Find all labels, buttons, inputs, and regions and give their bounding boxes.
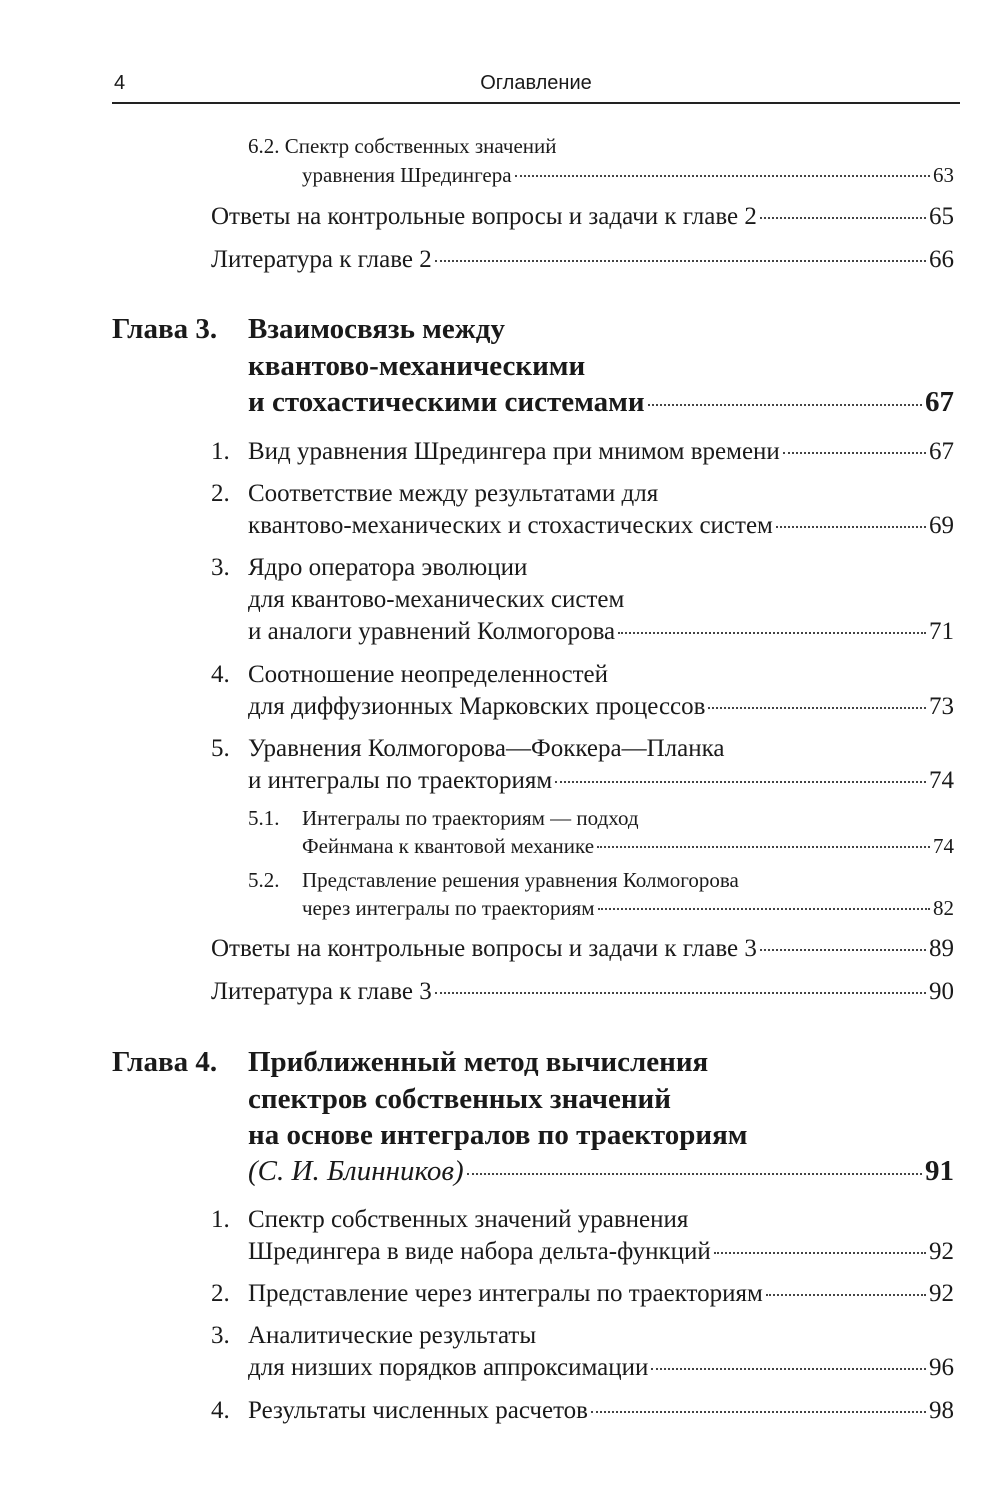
leader-dots: [598, 908, 930, 910]
chapter-4-title-line1[interactable]: Приближенный метод вычисления: [248, 1046, 709, 1078]
chapter-4-title-line2[interactable]: спектров собственных значений: [248, 1083, 671, 1115]
toc-entry-3-5-line1[interactable]: Уравнения Колмогорова—Фоккера—Планка: [248, 735, 725, 762]
toc-number: 2.: [211, 1280, 230, 1307]
toc-entry-3-3[interactable]: [248, 618, 954, 646]
toc-page-number: 63: [933, 163, 954, 187]
leader-dots: [708, 707, 926, 709]
toc-page-number: 66: [929, 246, 954, 273]
toc-entry-title: и аналоги уравнений Колмогорова: [248, 618, 616, 645]
toc-entry-3-1[interactable]: [248, 438, 954, 466]
toc-entry-3-2-line1[interactable]: Соответствие между результатами для: [248, 480, 659, 507]
chapter-3-title-line1[interactable]: Взаимосвязь между: [248, 313, 505, 345]
chapter-4-entry[interactable]: [248, 1155, 954, 1188]
toc-number: 3.: [211, 1322, 230, 1349]
chapter-4-author: (С. И. Блинников): [248, 1155, 464, 1187]
leader-dots: [776, 526, 926, 528]
chapter-4-label: Глава 4.: [112, 1046, 218, 1078]
toc-entry-4-3[interactable]: [248, 1354, 954, 1382]
toc-page-number: 73: [929, 693, 954, 720]
leader-dots: [760, 949, 926, 951]
toc-entry-title: Фейнмана к квантовой механике: [302, 834, 595, 858]
toc-page-number: 92: [929, 1280, 954, 1307]
toc-entry-title: через интегралы по траекториям: [302, 896, 595, 920]
toc-page-number: 74: [933, 834, 954, 858]
toc-entry-4-1-line1[interactable]: Спектр собственных значений уравнения: [248, 1206, 689, 1233]
toc-entry-title: Вид уравнения Шредингера при мнимом времени: [248, 438, 780, 465]
toc-entry-title: для низших порядков аппроксимации: [248, 1354, 649, 1381]
toc-entry-answers-ch2[interactable]: [211, 203, 954, 231]
leader-dots: [515, 175, 930, 177]
leader-dots: [555, 781, 926, 783]
toc-entry-literature-ch3[interactable]: [211, 978, 954, 1006]
toc-entry-3-4-line1[interactable]: Соотношение неопределенностей: [248, 661, 608, 688]
leader-dots: [766, 1294, 926, 1296]
leader-dots: [435, 260, 926, 262]
toc-number: 5.1.: [248, 806, 280, 830]
toc-entry-3-4[interactable]: [248, 693, 954, 721]
chapter-3-entry[interactable]: [248, 386, 954, 419]
chapter-4-title-line3[interactable]: на основе интегралов по траекториям: [248, 1119, 748, 1151]
toc-entry-title: для диффузионных Марковских процессов: [248, 693, 706, 720]
toc-number: 5.2.: [248, 868, 280, 892]
toc-entry-6-2-line1[interactable]: 6.2. Спектр собственных значений: [248, 134, 557, 158]
toc-page-number: 69: [929, 512, 954, 539]
toc-entry-5-2[interactable]: [302, 896, 954, 921]
page-number: 4: [114, 72, 126, 94]
toc-entry-title: Ответы на контрольные вопросы и задачи к главе 2: [211, 203, 757, 230]
leader-dots: [467, 1173, 922, 1175]
leader-dots: [651, 1368, 926, 1370]
toc-number: 2.: [211, 480, 230, 507]
toc-page-number: 98: [929, 1397, 954, 1424]
chapter-3-label: Глава 3.: [112, 313, 218, 345]
toc-entry-4-1[interactable]: [248, 1238, 954, 1266]
toc-entry-4-4[interactable]: [248, 1397, 954, 1425]
toc-number: 4.: [211, 1397, 230, 1424]
leader-dots: [648, 404, 922, 406]
toc-entry-title: Ответы на контрольные вопросы и задачи к главе 3: [211, 935, 757, 962]
toc-entry-3-3-line2[interactable]: для квантово-механических систем: [248, 586, 625, 613]
leader-dots: [714, 1252, 926, 1254]
toc-entry-title: уравнения Шредингера: [302, 163, 512, 187]
leader-dots: [760, 217, 926, 219]
leader-dots: [597, 846, 930, 848]
toc-number: 3.: [211, 554, 230, 581]
toc-entry-title: Литература к главе 3: [211, 978, 432, 1005]
toc-entry-literature-ch2[interactable]: [211, 246, 954, 274]
toc-page-number: 92: [929, 1238, 954, 1265]
toc-page-number: 96: [929, 1354, 954, 1381]
toc-entry-5-1[interactable]: [302, 834, 954, 859]
toc-entry-title: Литература к главе 2: [211, 246, 432, 273]
toc-page-number: 67: [929, 438, 954, 465]
toc-entry-title: Результаты численных расчетов: [248, 1397, 588, 1424]
toc-page-number: 65: [929, 203, 954, 230]
toc-entry-4-2[interactable]: [248, 1280, 954, 1308]
toc-page-number: 74: [929, 767, 954, 794]
toc-page-number: 82: [933, 896, 954, 920]
toc-page-number: 89: [929, 935, 954, 962]
toc-entry-title: Шредингера в виде набора дельта-функций: [248, 1238, 711, 1265]
toc-number: 5.: [211, 735, 230, 762]
toc-page-number: 71: [929, 618, 954, 645]
toc-page-number: 90: [929, 978, 954, 1005]
leader-dots: [618, 632, 926, 634]
toc-page-number: 91: [925, 1155, 954, 1187]
toc-entry-answers-ch3[interactable]: [211, 935, 954, 963]
toc-entry-6-2[interactable]: [302, 163, 954, 188]
toc-entry-5-2-line1[interactable]: Представление решения уравнения Колмогорова: [302, 868, 739, 892]
toc-entry-title: и интегралы по траекториям: [248, 767, 553, 794]
toc-entry-3-2[interactable]: [248, 512, 954, 540]
toc-number: 4.: [211, 661, 230, 688]
toc-entry-title: и стохастическими системами: [248, 386, 645, 418]
leader-dots: [435, 992, 926, 994]
toc-entry-3-5[interactable]: [248, 767, 954, 795]
toc-page-number: 67: [925, 386, 954, 418]
toc-entry-3-3-line1[interactable]: Ядро оператора эволюции: [248, 554, 528, 581]
running-title: Оглавление: [480, 72, 592, 94]
chapter-3-title-line2[interactable]: квантово-механическими: [248, 350, 586, 382]
toc-number: 1.: [211, 438, 230, 465]
toc-entry-4-3-line1[interactable]: Аналитические результаты: [248, 1322, 537, 1349]
toc-entry-title: Представление через интегралы по траекториям: [248, 1280, 763, 1307]
toc-entry-5-1-line1[interactable]: Интегралы по траекториям — подход: [302, 806, 639, 830]
page-header: [112, 70, 960, 104]
leader-dots: [783, 452, 926, 454]
toc-number: 1.: [211, 1206, 230, 1233]
toc-entry-title: квантово-механических и стохастических систем: [248, 512, 773, 539]
leader-dots: [591, 1411, 926, 1413]
